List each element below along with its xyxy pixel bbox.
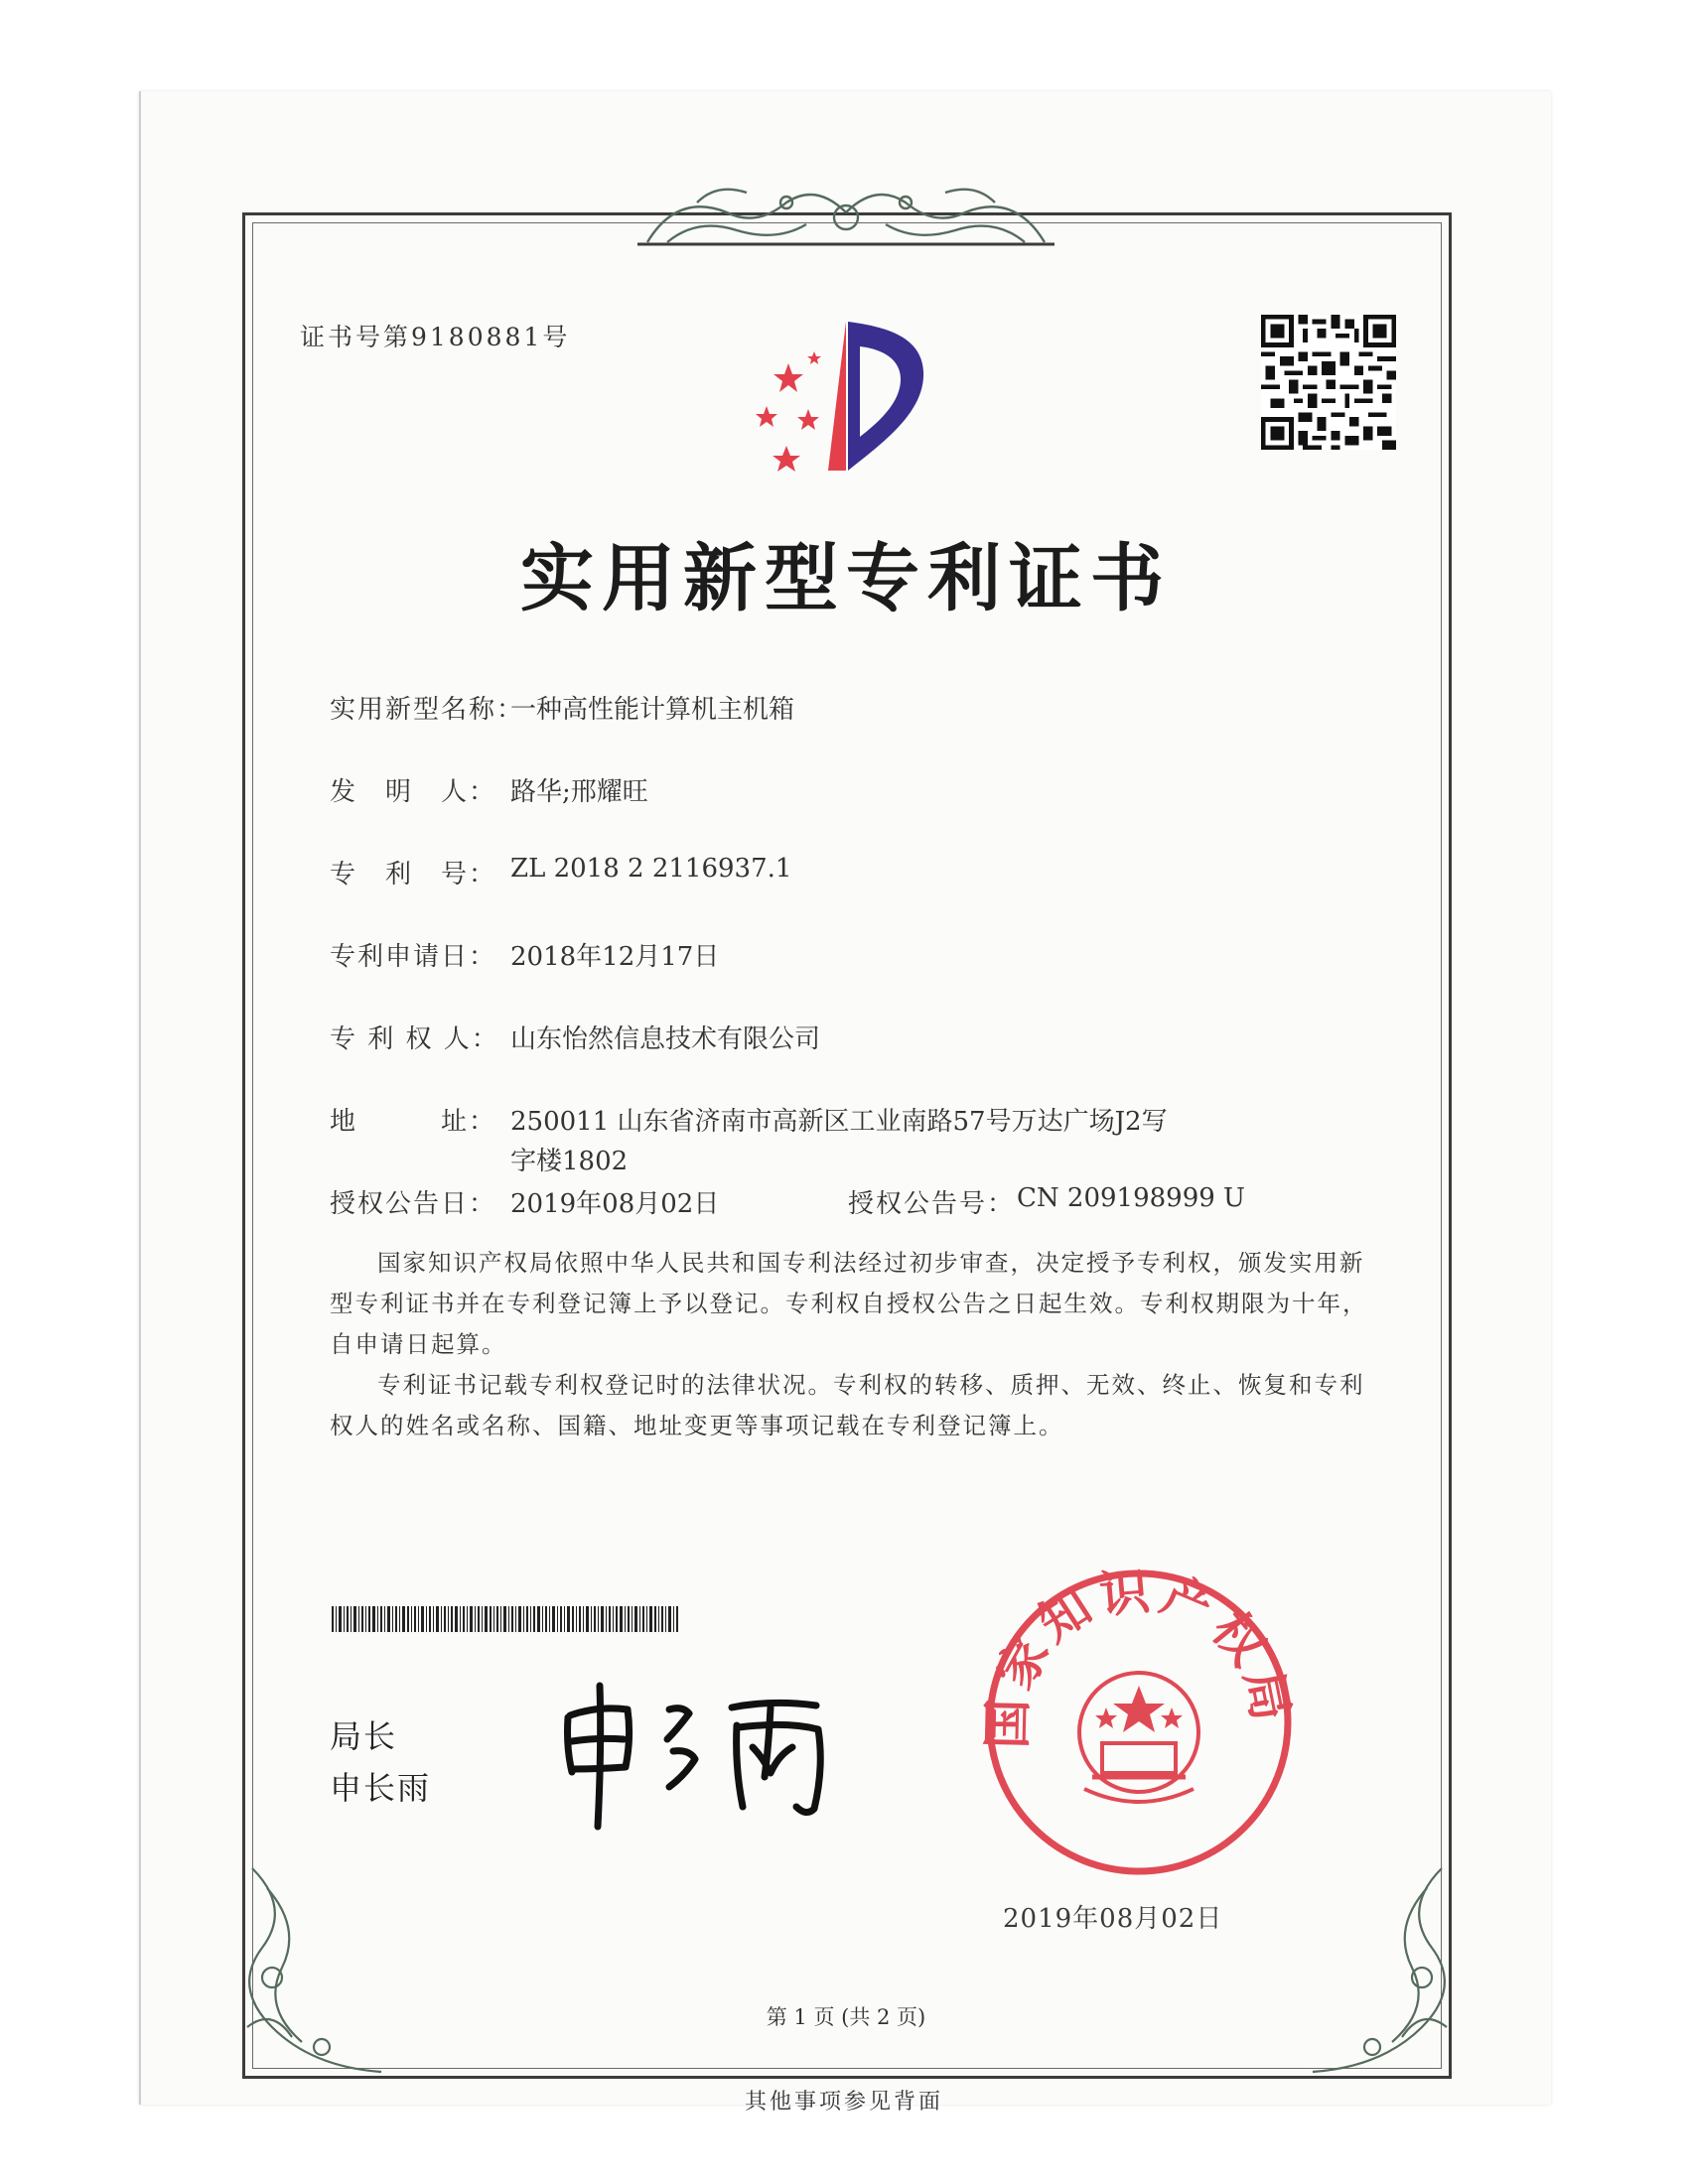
- inventor-value: 路华;邢耀旺: [510, 777, 648, 807]
- body-paragraph-2: 专利证书记载专利权登记时的法律状况。专利权的转移、质押、无效、终止、恢复和专利权人的姓名或名称、国籍、地址变更等事项记载在专利登记簿上。: [330, 1371, 1365, 1439]
- official-seal: [975, 1559, 1303, 1886]
- director-title: 局长: [330, 1717, 398, 1755]
- back-note: 其他事项参见背面: [744, 2090, 943, 2115]
- grant-date-label: 授权公告日：: [330, 1189, 497, 1219]
- body-paragraph-1: 国家知识产权局依照中华人民共和国专利法经过初步审查，决定授予专利权，颁发实用新型专利证书并在专利登记簿上予以登记。专利权自授权公告之日起生效。专利权期限为十年，自申请日起算。: [330, 1249, 1368, 1358]
- grant-no-value: CN 209198999 U: [1017, 1183, 1245, 1213]
- patent-no-value: ZL 2018 2 2116937.1: [510, 854, 792, 884]
- inventor-label: 发 明 人：: [330, 777, 497, 807]
- patentee-value: 山东怡然信息技术有限公司: [510, 1024, 821, 1054]
- barcode-icon: [332, 1606, 679, 1632]
- name-value: 一种高性能计算机主机箱: [510, 695, 795, 725]
- patent-no-label: 专 利 号：: [330, 860, 497, 889]
- grant-no-label: 授权公告号：: [848, 1189, 1016, 1219]
- certificate-sheet: [139, 91, 1551, 2105]
- address-value-line2: 字楼1802: [510, 1147, 629, 1176]
- certificate-number: 证书号第9180881号: [300, 323, 571, 351]
- name-label: 实用新型名称：: [330, 695, 525, 725]
- director-name: 申长雨: [330, 1769, 432, 1807]
- handwritten-signature: [558, 1678, 856, 1837]
- filing-date-label: 专利申请日：: [330, 942, 497, 972]
- top-ornament: [637, 173, 1055, 262]
- patentee-label: 专 利 权 人：: [330, 1024, 499, 1054]
- address-value-line1: 250011 山东省济南市高新区工业南路57号万达广场J2写: [510, 1107, 1168, 1137]
- grant-date-value: 2019年08月02日: [510, 1189, 720, 1219]
- cnipa-logo: [737, 312, 955, 490]
- seal-date: 2019年08月02日: [1003, 1904, 1223, 1934]
- page-indicator: 第 1 页 (共 2 页): [766, 2005, 926, 2029]
- page-title: 实用新型专利证书: [520, 536, 1172, 621]
- bottom-right-ornament: [1283, 1848, 1462, 2087]
- address-label: 地 址：: [330, 1107, 497, 1137]
- bottom-left-ornament: [232, 1848, 411, 2087]
- qr-code-icon: [1261, 315, 1396, 450]
- filing-date-value: 2018年12月17日: [510, 942, 720, 972]
- seal-arc-text: 国家知识产权局: [978, 1562, 1302, 1750]
